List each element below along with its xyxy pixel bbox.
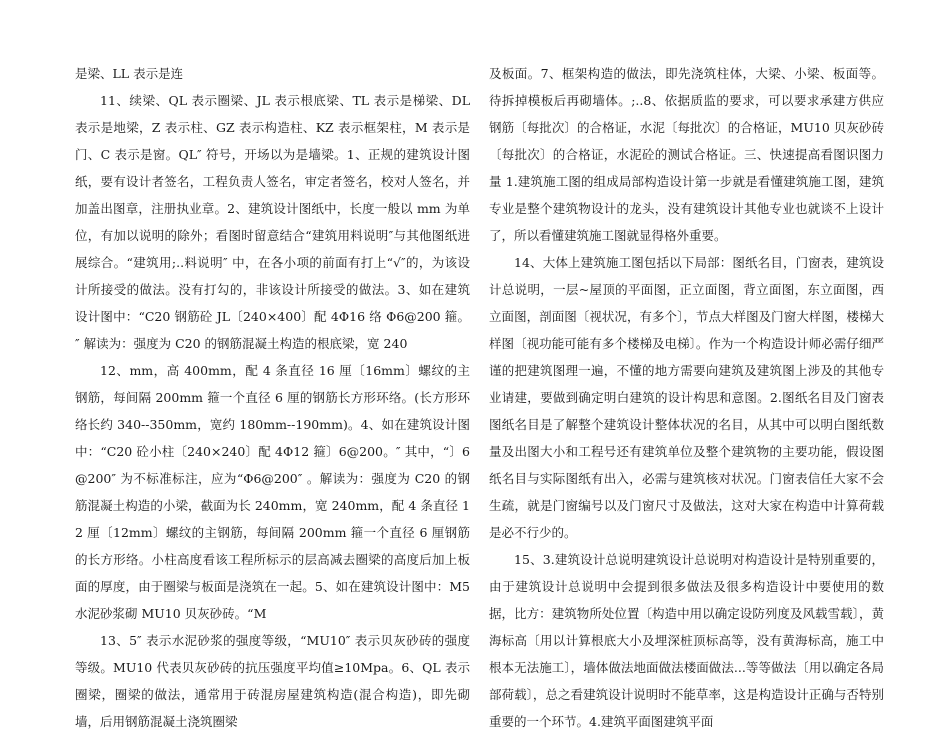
paragraph-continuation: 是梁、LL 表示是连 [75, 66, 184, 81]
paragraph-13: 13、5″ 表示水泥砂浆的强度等级，“MU10″ 表示贝灰砂砖的强度等级。MU10 代表贝灰砂砖的抗压强度平均值≥10Mpa。6、QL 表示圈梁，圈梁的做法，通常用于砖混房屋建筑构造(混合构造)，即先砌墙，后用钢筋混凝土浇筑圈梁 [75, 633, 470, 729]
paragraph-continuation-right: 及板面。7、框架构造的做法，即先浇筑柱体，大梁、小梁、板面等。待拆掉模板后再砌墙体。;..8、依据质监的要求，可以要求承建方供应钢筋〔每批次〕的合格证，水泥〔每批次〕的合格证，MU10 贝灰砂砖〔每批次〕的合格证，水泥砼的测试合格证。三、快速提高看图识图力量 1.建筑施工图的组成局部构造设计第一步就是看懂建筑施工图，建筑专业是整个建筑物设计的龙头，没有建筑设计其他专业也就谈不上设计了，所以看懂建筑施工图就显得格外重要。 [489, 66, 884, 243]
paragraph-14: 14、大体上建筑施工图包括以下局部：图纸名目，门窗表，建筑设计总说明，一层~屋顶的平面图，正立面图，背立面图，东立面图，西立面图，剖面图〔视状况，有多个〕，节点大样图及门窗大样图，楼梯大样图〔视功能可能有多个楼梯及电梯〕。作为一个构造设计师必需仔细严谨的把建筑图理一遍，不懂的地方需要向建筑及建筑图上涉及的其他专业请建，要做到确定明白建筑的设计构思和意图。2.图纸名目及门窗表图纸名目是了解整个建筑设计整体状况的名目，从其中可以明白图纸数量及出图大小和工程号还有建筑单位及整个建筑物的主要功能，假设图纸名目与实际图纸有出入，必需与建筑核对状况。门窗表信任大家不会生疏，就是门窗编号以及门窗尺寸及做法，这对大家在构造中计算荷载是必不行少的。 [489, 255, 884, 540]
paragraph-15: 15、3.建筑设计总说明建筑设计总说明对构造设计是特别重要的，由于建筑设计总说明中会提到很多做法及很多构造设计中要使用的数据，比方：建筑物所处位置〔构造中用以确定设防列度及风载雪载〕，黄海标高〔用以计算根底大小及埋深桩顶标高等，没有黄海标高，施工中根本无法施工〕，墙体做法地面做法楼面做法...等等做法〔用以确定各局部荷载〕，总之看建筑设计说明时不能草率，这是构造设计正确与否特别重要的一个环节。4.建筑平面图建筑平面 [489, 552, 884, 729]
right-column [489, 60, 884, 735]
left-column [75, 60, 470, 735]
paragraph-12: 12、mm，高 400mm，配 4 条直径 16 厘〔16mm〕螺纹的主钢筋，每间隔 200mm 箍一个直径 6 厘的钢筋长方形环络。(长方形环络长约 340--350mm，宽约 180mm--190mm)。4、如在建筑设计图中：“C20 砼小柱〔240×240〕配 4Φ12 箍〕6@200。″ 其中，“〕6@200″ 为不标准标注，应为“Φ6@200″ 。解读为：强度为 C20 的钢筋混凝土构造的小梁，截面为长 240mm，宽 240mm，配 4 条直径 12 厘〔12mm〕螺纹的主钢筋，每间隔 200mm 箍一个直径 6 厘钢筋的长方形络。小柱高度看该工程所标示的层高减去圈梁的高度后加上板面的厚度，由于圈梁与板面是浇筑在一起。5、如在建筑设计图中：M5 水泥砂浆砌 MU10 贝灰砂砖。“M [75, 363, 470, 621]
paragraph-11: 11、续梁、QL 表示圈梁、JL 表示根底梁、TL 表示是梯梁、DL 表示是地梁，Z 表示柱、GZ 表示构造柱、KZ 表示框架柱，M 表示是门、C 表示是窗。QL″ 符号，开场以为是墙梁。1、正规的建筑设计图纸，要有设计者签名，工程负责人签名，审定者签名，校对人签名，并加盖出图章，注册执业章。2、建筑设计图纸中，长度一般以 mm 为单位，有加以说明的除外；看图时留意结合“建筑用料说明″与其他图纸进展综合。“建筑用;..料说明″ 中，在各小项的前面有打上“√″的，为该设计所接受的做法。没有打勾的，非该设计所接受的做法。3、如在建筑设计图中：“C20 钢筋砼 JL〔240×400〕配 4Φ16 络 Φ6@200 箍。″ 解读为：强度为 C20 的钢筋混凝土构造的根底梁，宽 240 [75, 93, 470, 351]
